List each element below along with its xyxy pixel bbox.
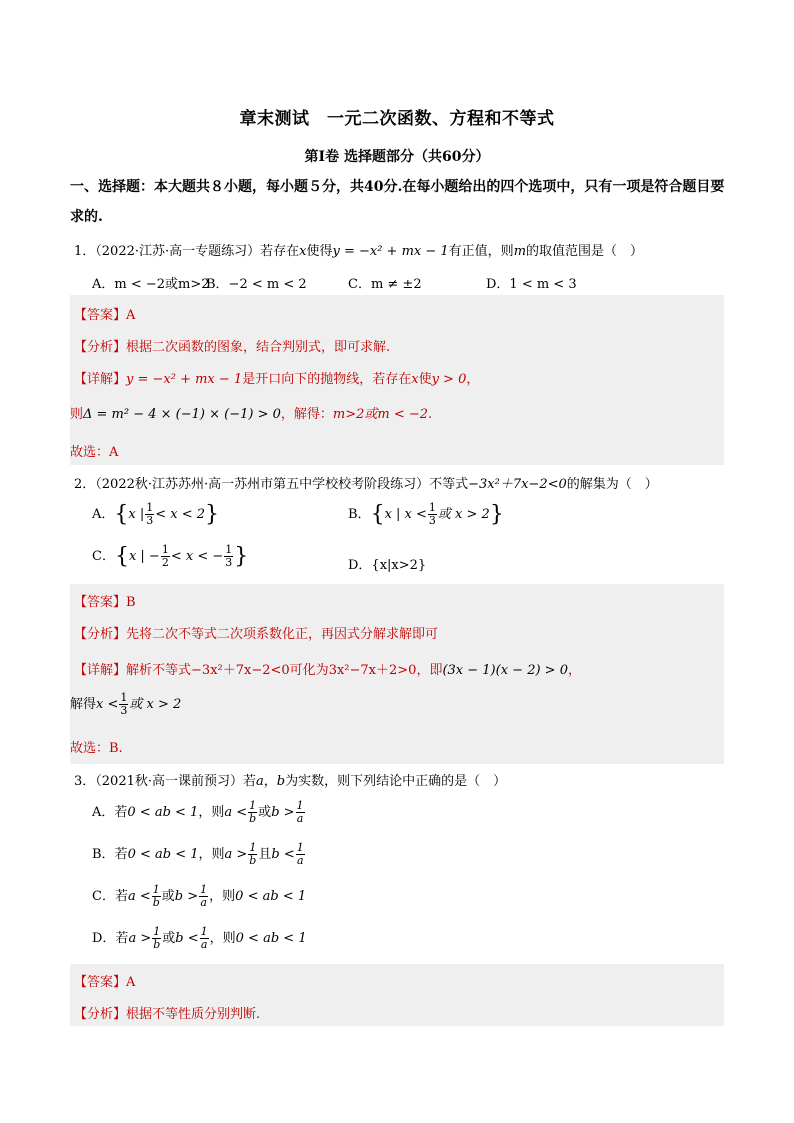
q3-option-a-a: a < <box>224 805 248 820</box>
q1-detail-y: y > 0 <box>431 372 467 387</box>
q3-option-c-prefix: C．若 <box>92 889 128 904</box>
q2-option-a-frac-num: 1 <box>146 501 154 514</box>
q1-solution-box <box>70 295 724 465</box>
q3-option-c <box>92 884 306 909</box>
q2-option-c-frac1-den: 2 <box>161 556 169 569</box>
q1-option-a: A．m < −2或m>2 <box>92 277 210 292</box>
q1-detail-comma: ， <box>466 372 480 387</box>
q1-answer-value: A <box>126 308 136 323</box>
q3-option-c-frac2 <box>199 884 208 909</box>
q2-option-b-frac <box>428 502 437 527</box>
q2-line2-x: x < <box>96 697 119 712</box>
q3-option-c-frac1 <box>152 884 161 909</box>
q2-detail <box>74 659 581 678</box>
q2-stem-formula: −3x²＋7x−2<0 <box>468 477 567 492</box>
q3-option-a-frac1-den: b <box>249 812 257 825</box>
q3-option-b-frac1-num: 1 <box>249 841 257 854</box>
q3-option-b-frac2-den: a <box>296 854 304 867</box>
q2-line2-frac <box>119 692 128 717</box>
q1-option-c: C．m ≠ ±2 <box>348 277 422 292</box>
q3-option-b <box>92 842 306 867</box>
q3-option-d-or: 或 <box>162 931 176 946</box>
q3-stem <box>74 770 506 789</box>
q2-detail-f2: 3x²−7x＋2>0 <box>328 663 417 678</box>
q3-option-c-frac2-num: 1 <box>200 883 208 896</box>
q3-stem-mid: ， <box>263 774 277 789</box>
q3-option-b-b: b < <box>271 847 295 862</box>
q2-line2-frac-num: 1 <box>120 691 128 704</box>
q3-option-c-frac1-num: 1 <box>152 883 160 896</box>
q1-select: 故选：A <box>70 445 119 460</box>
q1-analysis <box>74 336 390 355</box>
q2-option-c: C．{x | − $\frac{1}{2}$ < x < − $\frac{1}{3}$ } <box>92 543 249 569</box>
q3-option-d-frac2 <box>200 926 209 951</box>
q1-detail-label: 【详解】 <box>74 372 127 387</box>
q3-option-b-then: ，则 <box>198 847 225 862</box>
q3-option-d-a: a > <box>128 931 152 946</box>
q1-detail-line2-mid: ，解得： <box>280 407 333 422</box>
q1-detail-line2-prefix: 则 <box>70 407 84 422</box>
page-title: 章末测试 一元二次函数、方程和不等式 <box>239 109 555 129</box>
q2-solution-box <box>70 584 724 764</box>
q3-option-c-then: ，则 <box>209 889 236 904</box>
q3-option-b-frac1-den: b <box>249 854 257 867</box>
q3-option-a <box>92 800 306 825</box>
q3-option-d-b: b < <box>175 931 199 946</box>
q2-detail-f1: −3x²＋7x−2<0 <box>191 663 290 678</box>
q3-option-c-frac2-den: a <box>200 896 207 909</box>
q3-option-d-frac1-num: 1 <box>153 925 161 938</box>
q2-option-a-label: A． <box>92 507 115 522</box>
q2-option-b-pre: x | x < <box>384 507 427 522</box>
q3-stem-b: b <box>276 774 286 789</box>
q2-analysis <box>74 623 438 642</box>
q1-detail <box>74 368 479 387</box>
q3-option-c-b: b > <box>174 889 199 904</box>
q3-analysis-label: 【分析】 <box>74 1007 127 1022</box>
q2-detail-text1: 解析不等式 <box>126 663 192 678</box>
q3-answer <box>74 971 135 990</box>
q3-option-a-prefix: A．若 <box>92 805 128 820</box>
q2-option-c-frac1 <box>161 544 170 569</box>
q3-option-a-or: 或 <box>258 805 272 820</box>
q1-stem <box>74 240 643 259</box>
q3-option-b-frac1 <box>248 842 257 867</box>
q2-option-a-frac-den: 3 <box>146 514 154 527</box>
q3-option-c-cond: 0 < ab < 1 <box>235 889 307 904</box>
q3-option-b-prefix: B．若 <box>92 847 128 862</box>
q2-option-c-frac2 <box>224 544 233 569</box>
q2-answer-label: 【答案】 <box>74 595 127 610</box>
q1-detail-line2-result: m>2或m < −2 <box>332 407 429 422</box>
q3-option-b-frac2 <box>296 842 305 867</box>
q3-option-c-frac1-den: b <box>152 896 160 909</box>
q3-option-d-frac2-num: 1 <box>200 925 208 938</box>
q2-option-b-frac-den: 3 <box>428 514 436 527</box>
q2-line2-prefix: 解得 <box>70 697 97 712</box>
q1-detail-x: x <box>411 372 419 387</box>
q2-analysis-label: 【分析】 <box>74 627 127 642</box>
q1-detail-formula: y = −x² + mx − 1 <box>126 372 243 387</box>
q3-option-c-or: 或 <box>161 889 175 904</box>
q2-option-b-label: B． <box>348 507 371 522</box>
q1-stem-mid: 使得 <box>306 244 333 259</box>
q3-option-d-cond: 0 < ab < 1 <box>235 931 307 946</box>
section-heading: 一、选择题：本大题共８小题，每小题５分，共40分.在每小题给出的四个选项中，只有一项是符合题目要求的. <box>70 179 725 225</box>
q2-detail-text3: ，即 <box>416 663 443 678</box>
q2-option-b: B．{x | x < $\frac{1}{3}$ 或 x > 2} <box>348 501 504 527</box>
q1-detail-line2-end: . <box>428 407 433 422</box>
q2-option-b-frac-num: 1 <box>428 501 436 514</box>
q3-option-c-a: a < <box>127 889 151 904</box>
q2-answer <box>74 591 136 610</box>
q2-option-a: A．{x | $\frac{1}{3}$ < x < 2} <box>92 501 220 527</box>
q3-stem-end: 为实数，则下列结论中正确的是（ ） <box>285 774 507 789</box>
q2-option-c-frac2-num: 1 <box>225 543 233 556</box>
q3-option-d-then: ，则 <box>209 931 236 946</box>
q2-stem <box>74 473 658 492</box>
q1-stem-prefix: 1．（2022·江苏·高一专题练习）若存在 <box>74 244 300 259</box>
q1-stem-end: 的取值范围是（ ） <box>526 244 644 259</box>
q1-detail-line2-formula: Δ = m² − 4 × (−1) × (−1) > 0 <box>83 407 281 422</box>
q1-detail-text1: 是开口向下的抛物线，若存在 <box>242 372 412 387</box>
q3-option-a-frac2 <box>296 800 305 825</box>
q3-option-d-prefix: D．若 <box>92 931 129 946</box>
q1-option-b: B．−2 < m < 2 <box>206 277 307 292</box>
q1-stem-m: m <box>513 244 527 259</box>
q1-stem-x: x <box>299 244 307 259</box>
q1-option-d: D．1 < m < 3 <box>486 277 577 292</box>
q2-option-d: D．{x|x>2} <box>348 558 427 573</box>
q2-option-c-pre: x | − <box>128 549 160 564</box>
q2-detail-comma: ， <box>567 663 581 678</box>
q2-stem-suffix: 的解集为（ ） <box>566 477 658 492</box>
q2-line2-post: 或 x > 2 <box>129 697 182 712</box>
page-subtitle: 第Ⅰ卷 选择题部分（共60分） <box>304 149 490 165</box>
q3-option-b-and: 且 <box>258 847 272 862</box>
q2-option-a-frac <box>145 502 154 527</box>
q1-analysis-label: 【分析】 <box>74 340 127 355</box>
q3-option-b-frac2-num: 1 <box>296 841 304 854</box>
q1-detail-text2: 使 <box>418 372 432 387</box>
q3-stem-prefix: 3．（2021秋·高一课前预习）若 <box>74 774 256 789</box>
q3-option-a-frac2-den: a <box>296 812 304 825</box>
q3-option-a-frac1-num: 1 <box>249 799 257 812</box>
q3-option-a-then: ，则 <box>198 805 225 820</box>
q2-option-c-label: C． <box>92 549 115 564</box>
q3-analysis-text: 根据不等性质分别判断. <box>126 1007 261 1022</box>
q3-stem-a: a <box>256 774 264 789</box>
q2-option-c-frac1-num: 1 <box>161 543 169 556</box>
q3-answer-label: 【答案】 <box>74 975 127 990</box>
q2-analysis-text: 先将二次不等式二次项系数化正，再因式分解求解即可 <box>126 627 439 642</box>
q1-stem-suffix: 有正值，则 <box>448 244 514 259</box>
q3-option-b-cond: 0 < ab < 1 <box>127 847 199 862</box>
q2-detail-label: 【详解】 <box>74 663 127 678</box>
q2-option-c-mid: < x < − <box>170 549 224 564</box>
q3-option-d <box>92 926 307 951</box>
q2-option-a-post: < x < 2 <box>155 507 206 522</box>
q3-solution-box <box>70 964 724 1026</box>
q1-answer-label: 【答案】 <box>74 308 127 323</box>
q2-option-b-post: 或 x > 2 <box>437 507 490 522</box>
q2-select: 故选：B. <box>70 741 123 756</box>
q3-option-d-frac2-den: a <box>200 938 208 951</box>
q2-detail-text2: 可化为 <box>289 663 329 678</box>
q3-option-a-frac2-num: 1 <box>296 799 304 812</box>
q1-stem-formula: y = −x² + mx − 1 <box>332 244 449 259</box>
q2-option-c-frac2-den: 3 <box>225 556 233 569</box>
q3-option-b-a: a > <box>224 847 248 862</box>
q2-detail-line2 <box>70 692 181 717</box>
q1-answer <box>74 304 135 323</box>
q2-line2-frac-den: 3 <box>120 704 128 717</box>
q3-option-a-b: b > <box>271 805 295 820</box>
q1-detail-line2 <box>70 403 432 422</box>
q3-analysis <box>74 1003 260 1022</box>
q3-option-a-frac1 <box>248 800 257 825</box>
q3-option-a-cond: 0 < ab < 1 <box>127 805 199 820</box>
q2-answer-value: B <box>126 595 136 610</box>
q1-analysis-text: 根据二次函数的图象，结合判别式，即可求解. <box>126 340 391 355</box>
q2-option-a-pre: x | <box>128 507 145 522</box>
q3-option-d-frac1 <box>152 926 161 951</box>
q2-detail-f3: (3x − 1)(x − 2) > 0 <box>442 663 568 678</box>
q2-stem-prefix: 2．（2022秋·江苏苏州·高一苏州市第五中学校校考阶段练习）不等式 <box>74 477 469 492</box>
q3-answer-value: A <box>126 975 136 990</box>
q3-option-d-frac1-den: b <box>153 938 161 951</box>
